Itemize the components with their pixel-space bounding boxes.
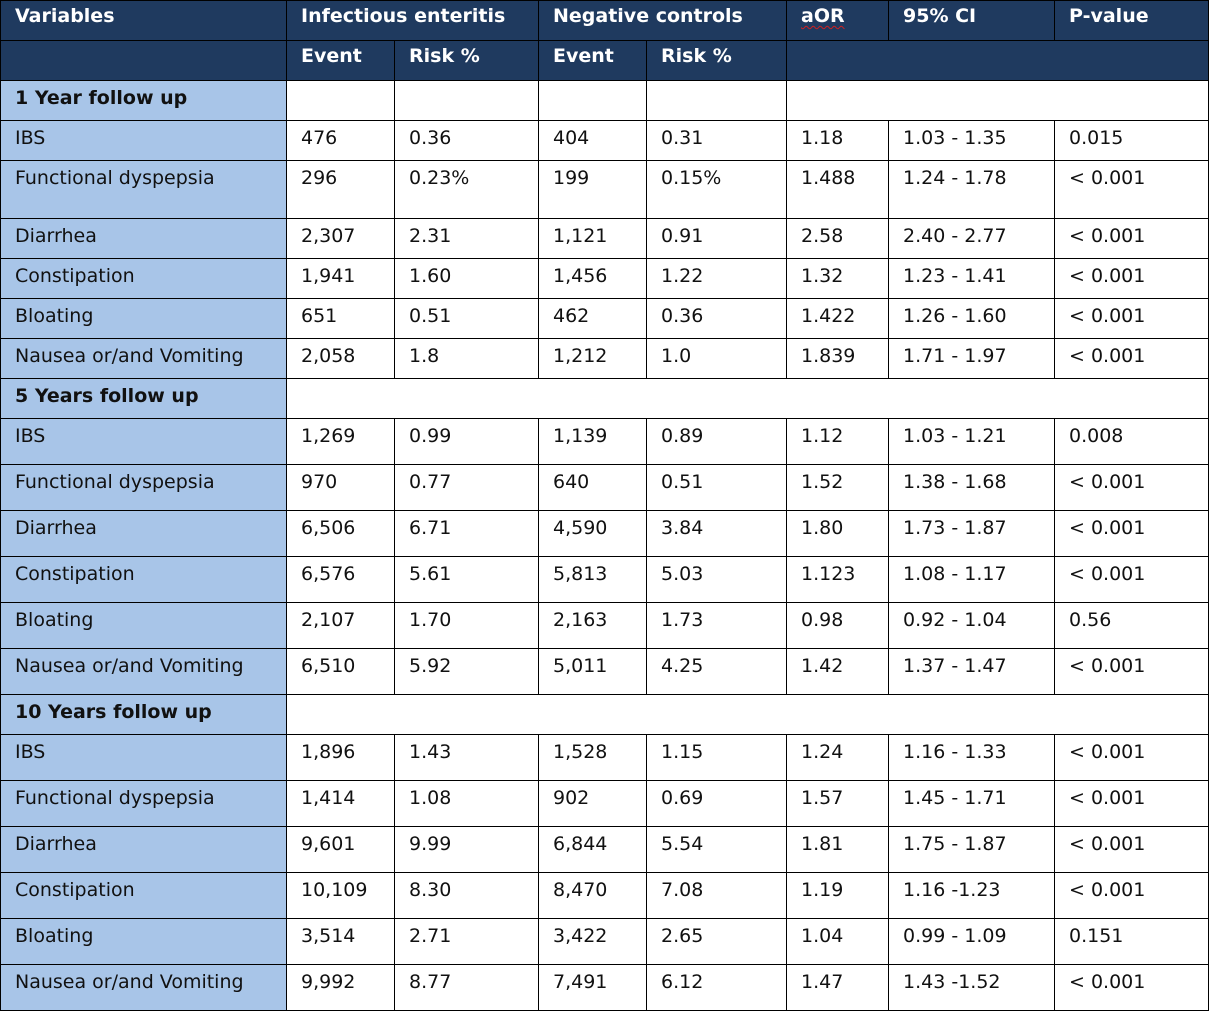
ci-value: 0.92 - 1.04 [889,603,1055,649]
event-infectious: 651 [287,299,395,339]
risk-controls: 0.69 [647,781,787,827]
section-label: 10 Years follow up [1,695,287,735]
event-controls: 5,813 [539,557,647,603]
ci-value: 1.26 - 1.60 [889,299,1055,339]
ci-value: 1.23 - 1.41 [889,259,1055,299]
event-controls: 1,139 [539,419,647,465]
table-row [1,873,1209,919]
risk-controls: 1.15 [647,735,787,781]
risk-infectious: 1.70 [395,603,539,649]
risk-controls: 5.54 [647,827,787,873]
aor-value: 1.81 [787,827,889,873]
risk-infectious: 8.77 [395,965,539,1011]
p-value: < 0.001 [1055,161,1209,219]
ci-value: 1.71 - 1.97 [889,339,1055,379]
table-row [1,557,1209,603]
event-infectious: 10,109 [287,873,395,919]
event-infectious: 1,269 [287,419,395,465]
p-value: < 0.001 [1055,339,1209,379]
variable-name: Bloating [1,299,287,339]
table-row [1,511,1209,557]
table-row [1,603,1209,649]
risk-infectious: 1.8 [395,339,539,379]
risk-controls: 7.08 [647,873,787,919]
risk-infectious: 1.60 [395,259,539,299]
risk-infectious: 0.99 [395,419,539,465]
p-value: 0.56 [1055,603,1209,649]
section-label: 5 Years follow up [1,379,287,419]
event-controls: 7,491 [539,965,647,1011]
header-empty-cell [1,41,287,81]
variable-name: Constipation [1,873,287,919]
event-infectious: 2,307 [287,219,395,259]
variable-name: Bloating [1,603,287,649]
risk-infectious: 0.23% [395,161,539,219]
header-event-2: Event [539,41,647,81]
aor-value: 1.839 [787,339,889,379]
risk-controls: 0.91 [647,219,787,259]
event-infectious: 476 [287,121,395,161]
event-infectious: 296 [287,161,395,219]
aor-value: 1.24 [787,735,889,781]
empty-cell [287,379,1209,419]
ci-value: 1.08 - 1.17 [889,557,1055,603]
table-row [1,299,1209,339]
risk-infectious: 6.71 [395,511,539,557]
p-value: < 0.001 [1055,511,1209,557]
risk-controls: 2.65 [647,919,787,965]
event-controls: 6,844 [539,827,647,873]
table-row [1,219,1209,259]
section-row-5-years [1,379,1209,419]
header-risk-2: Risk % [647,41,787,81]
risk-controls: 0.89 [647,419,787,465]
p-value: < 0.001 [1055,465,1209,511]
empty-cell [287,81,395,121]
header-aor [787,1,889,41]
ci-value: 1.16 -1.23 [889,873,1055,919]
aor-value: 1.422 [787,299,889,339]
event-infectious: 9,601 [287,827,395,873]
p-value: < 0.001 [1055,735,1209,781]
p-value: < 0.001 [1055,781,1209,827]
risk-controls: 0.15% [647,161,787,219]
header-risk-1: Risk % [395,41,539,81]
risk-controls: 5.03 [647,557,787,603]
risk-infectious: 8.30 [395,873,539,919]
risk-infectious: 5.92 [395,649,539,695]
empty-cell [647,81,787,121]
section-row-1-year [1,81,1209,121]
ci-value: 1.03 - 1.21 [889,419,1055,465]
header-infectious-enteritis: Infectious enteritis [287,1,539,41]
p-value: 0.015 [1055,121,1209,161]
aor-value: 1.18 [787,121,889,161]
header-row-2 [1,41,1209,81]
risk-controls: 1.73 [647,603,787,649]
ci-value: 0.99 - 1.09 [889,919,1055,965]
risk-infectious: 0.51 [395,299,539,339]
aor-value: 1.12 [787,419,889,465]
risk-infectious: 1.43 [395,735,539,781]
variable-name: Bloating [1,919,287,965]
event-controls: 1,528 [539,735,647,781]
table-row [1,259,1209,299]
p-value: 0.151 [1055,919,1209,965]
risk-infectious: 9.99 [395,827,539,873]
event-infectious: 6,510 [287,649,395,695]
header-empty-merged [787,41,1209,81]
empty-cell [787,81,1209,121]
event-controls: 3,422 [539,919,647,965]
event-controls: 1,212 [539,339,647,379]
event-controls: 640 [539,465,647,511]
risk-controls: 0.51 [647,465,787,511]
table-row [1,965,1209,1011]
p-value: < 0.001 [1055,299,1209,339]
variable-name: IBS [1,419,287,465]
table-row [1,121,1209,161]
risk-infectious: 2.31 [395,219,539,259]
risk-infectious: 0.36 [395,121,539,161]
risk-controls: 6.12 [647,965,787,1011]
table-row [1,649,1209,695]
header-ci: 95% CI [889,1,1055,41]
event-controls: 5,011 [539,649,647,695]
p-value: < 0.001 [1055,649,1209,695]
event-controls: 404 [539,121,647,161]
event-controls: 199 [539,161,647,219]
variable-name: Functional dyspepsia [1,465,287,511]
ci-value: 1.73 - 1.87 [889,511,1055,557]
table-row [1,827,1209,873]
header-variables: Variables [1,1,287,41]
risk-controls: 1.22 [647,259,787,299]
event-infectious: 970 [287,465,395,511]
empty-cell [287,695,1209,735]
aor-value: 1.32 [787,259,889,299]
ci-value: 2.40 - 2.77 [889,219,1055,259]
ci-value: 1.43 -1.52 [889,965,1055,1011]
aor-value: 2.58 [787,219,889,259]
aor-value: 0.98 [787,603,889,649]
event-infectious: 1,414 [287,781,395,827]
variable-name: IBS [1,121,287,161]
header-aor-label: aOR [801,5,845,27]
p-value: < 0.001 [1055,259,1209,299]
variable-name: IBS [1,735,287,781]
table-row [1,919,1209,965]
p-value: < 0.001 [1055,557,1209,603]
risk-infectious: 2.71 [395,919,539,965]
aor-value: 1.42 [787,649,889,695]
aor-value: 1.80 [787,511,889,557]
event-infectious: 1,896 [287,735,395,781]
event-controls: 4,590 [539,511,647,557]
risk-controls: 1.0 [647,339,787,379]
variable-name: Diarrhea [1,219,287,259]
risk-infectious: 0.77 [395,465,539,511]
p-value: < 0.001 [1055,827,1209,873]
aor-value: 1.19 [787,873,889,919]
variable-name: Diarrhea [1,511,287,557]
ci-value: 1.16 - 1.33 [889,735,1055,781]
risk-controls: 4.25 [647,649,787,695]
variable-name: Functional dyspepsia [1,781,287,827]
empty-cell [395,81,539,121]
table-row [1,161,1209,219]
table-row [1,419,1209,465]
event-controls: 1,456 [539,259,647,299]
event-infectious: 3,514 [287,919,395,965]
ci-value: 1.75 - 1.87 [889,827,1055,873]
event-infectious: 6,576 [287,557,395,603]
event-infectious: 6,506 [287,511,395,557]
variable-name: Constipation [1,259,287,299]
risk-controls: 0.31 [647,121,787,161]
event-controls: 8,470 [539,873,647,919]
ci-value: 1.03 - 1.35 [889,121,1055,161]
aor-value: 1.04 [787,919,889,965]
variable-name: Nausea or/and Vomiting [1,649,287,695]
event-infectious: 2,058 [287,339,395,379]
variable-name: Constipation [1,557,287,603]
section-label: 1 Year follow up [1,81,287,121]
event-infectious: 1,941 [287,259,395,299]
p-value: < 0.001 [1055,873,1209,919]
header-row-1 [1,1,1209,41]
ci-value: 1.45 - 1.71 [889,781,1055,827]
event-controls: 1,121 [539,219,647,259]
risk-infectious: 5.61 [395,557,539,603]
empty-cell [539,81,647,121]
p-value: 0.008 [1055,419,1209,465]
ci-value: 1.37 - 1.47 [889,649,1055,695]
event-controls: 902 [539,781,647,827]
table-row [1,339,1209,379]
aor-value: 1.47 [787,965,889,1011]
variable-name: Diarrhea [1,827,287,873]
variable-name: Nausea or/and Vomiting [1,339,287,379]
risk-infectious: 1.08 [395,781,539,827]
ci-value: 1.24 - 1.78 [889,161,1055,219]
event-controls: 462 [539,299,647,339]
table-row [1,735,1209,781]
aor-value: 1.488 [787,161,889,219]
event-controls: 2,163 [539,603,647,649]
header-negative-controls: Negative controls [539,1,787,41]
p-value: < 0.001 [1055,965,1209,1011]
aor-value: 1.57 [787,781,889,827]
event-infectious: 2,107 [287,603,395,649]
p-value: < 0.001 [1055,219,1209,259]
risk-controls: 0.36 [647,299,787,339]
variable-name: Functional dyspepsia [1,161,287,219]
ci-value: 1.38 - 1.68 [889,465,1055,511]
event-infectious: 9,992 [287,965,395,1011]
risk-controls: 3.84 [647,511,787,557]
aor-value: 1.52 [787,465,889,511]
table-row [1,465,1209,511]
aor-value: 1.123 [787,557,889,603]
header-pvalue: P-value [1055,1,1209,41]
table-row [1,781,1209,827]
variable-name: Nausea or/and Vomiting [1,965,287,1011]
section-row-10-years [1,695,1209,735]
header-event-1: Event [287,41,395,81]
